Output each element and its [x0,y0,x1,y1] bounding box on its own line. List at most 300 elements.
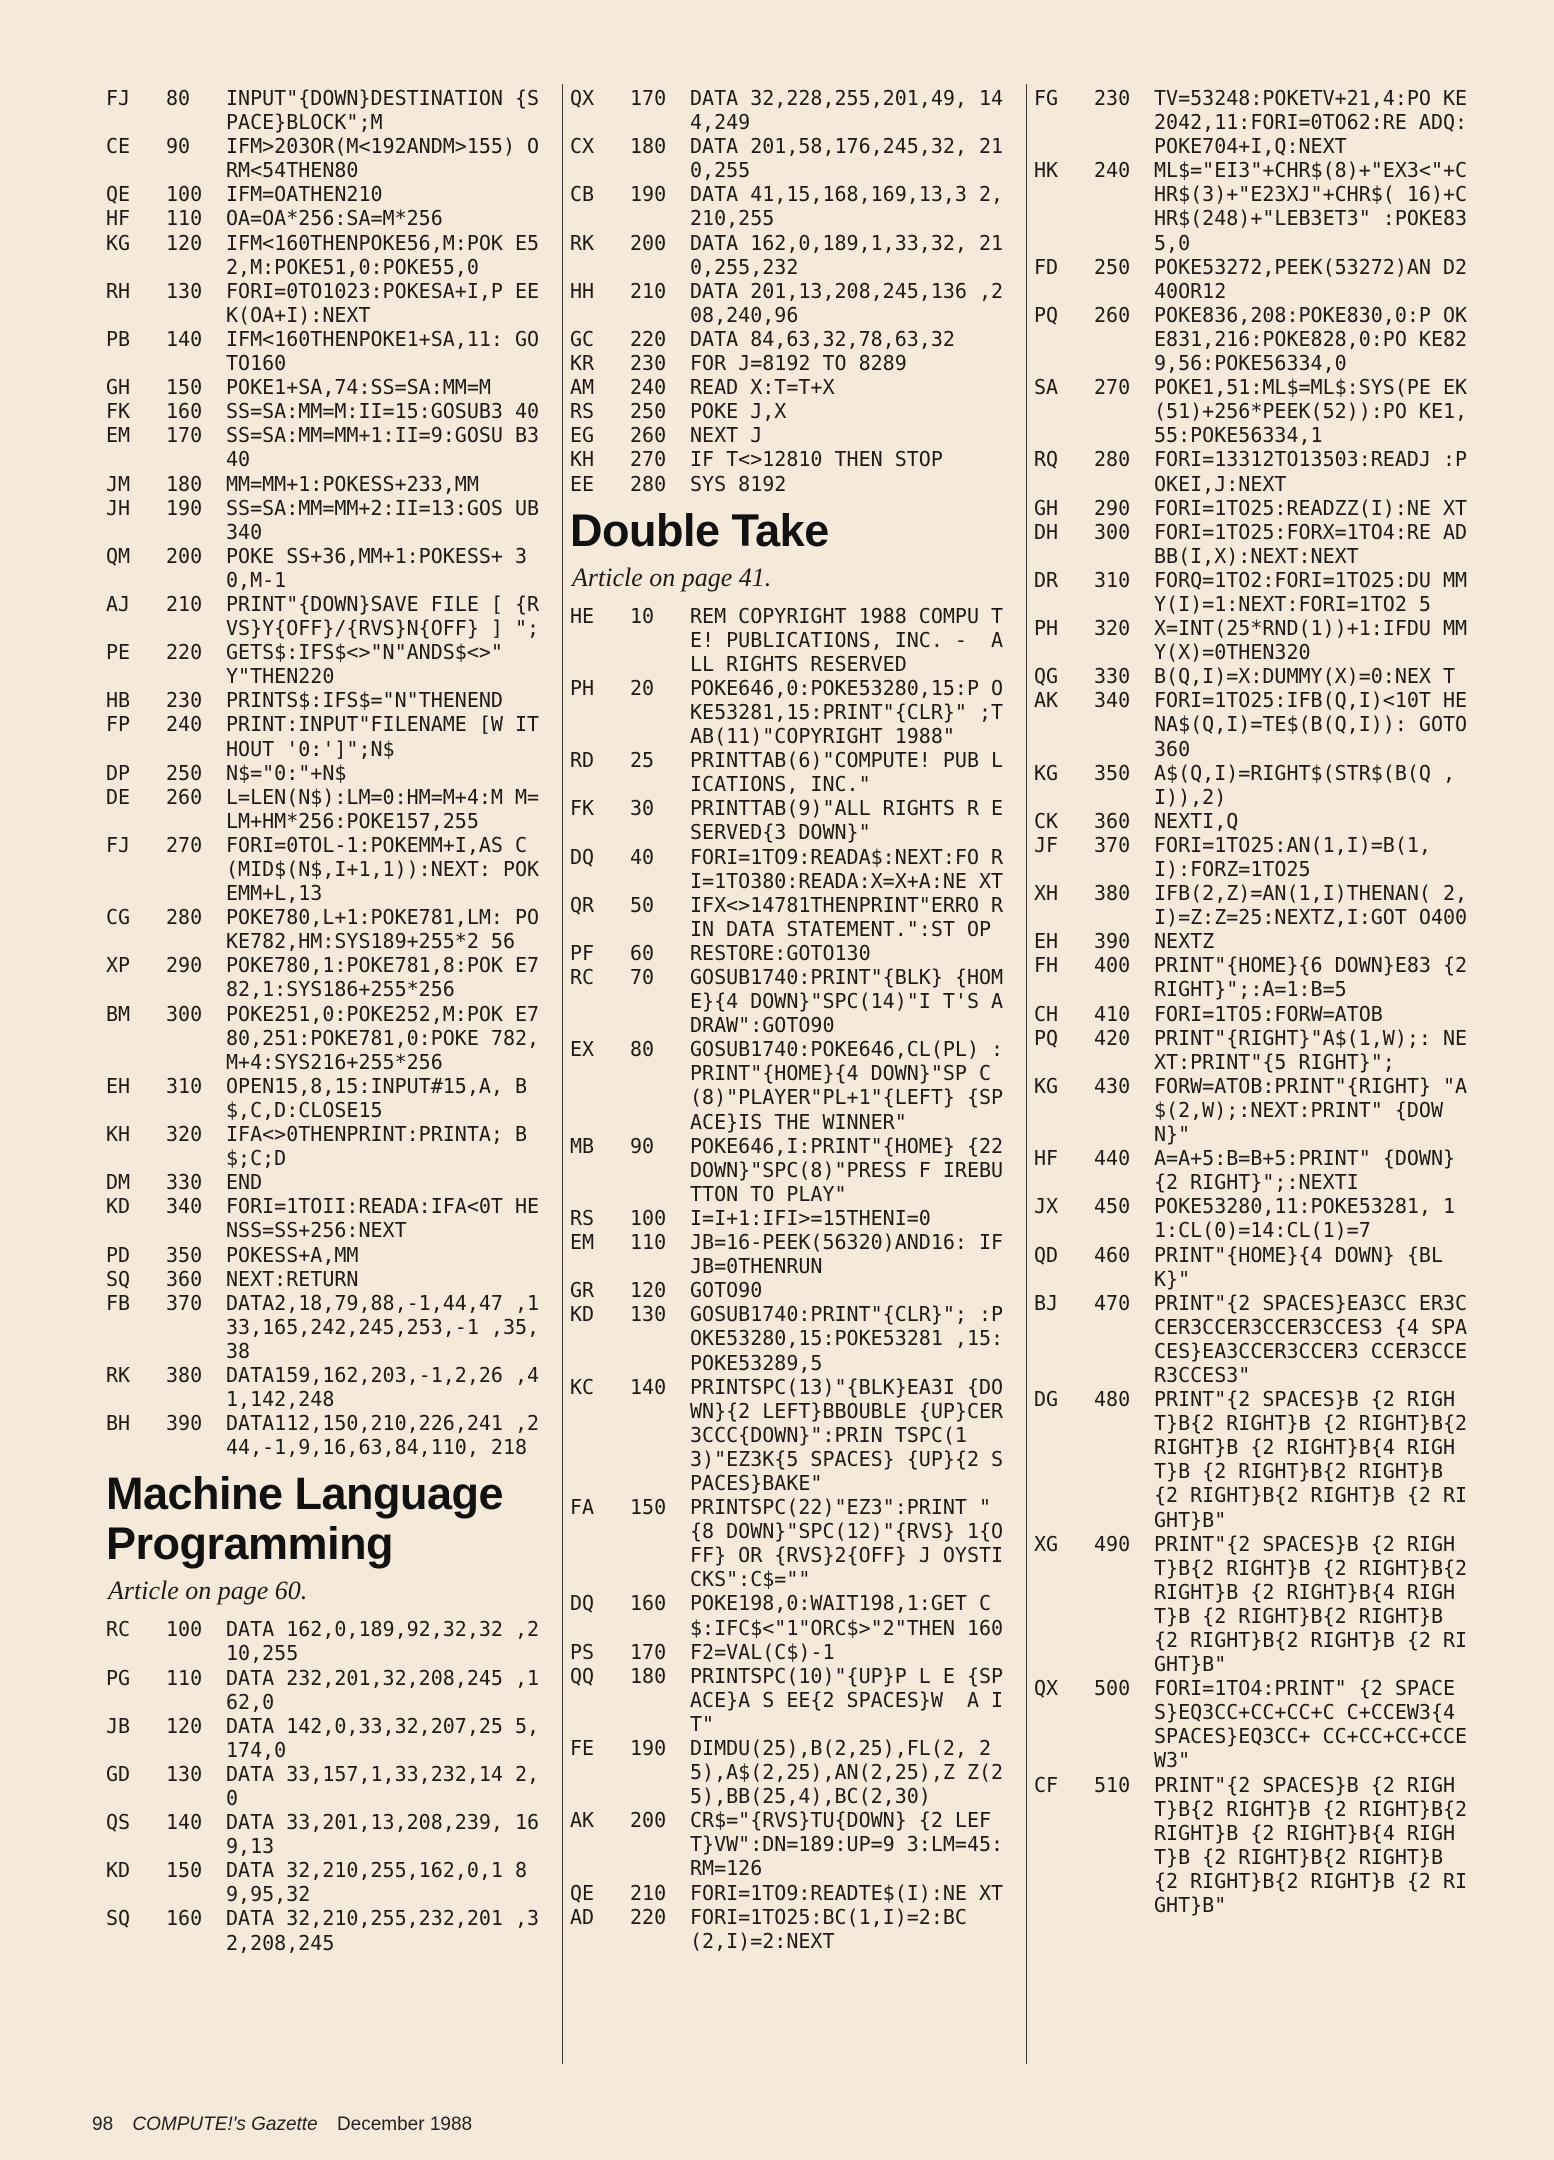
code-line [570,676,1014,748]
checksum: KH [106,1122,131,1147]
code-line [570,399,1014,423]
checksum: KD [106,1194,131,1219]
code-line [570,604,1014,676]
code-text: PRINT"{RIGHT}"A$(1,W);: NEXT:PRINT"{5 RIGHT}"; [1154,1025,1468,1074]
code-text: POKE53272,PEEK(53272)AN D240OR12 [1154,254,1468,303]
code-text: GOSUB1740:POKE646,CL(PL) :PRINT"{HOME}{4 DOWN}"SP C(8)"PLAYER"PL+1"{LEFT} {SPACE}IS THE WINNER" [690,1037,1004,1134]
checksum: HH [570,278,595,303]
column-divider [1026,84,1027,2064]
checksum: MB [570,1133,595,1158]
code-text: OA=OA*256:SA=M*256 [226,206,443,231]
code-text: DATA 41,15,168,169,13,3 2,210,255 [690,182,1004,231]
code-text: DATA 84,63,32,78,63,32 [690,326,955,351]
checksum: RH [106,278,131,303]
code-text: X=INT(25*RND(1))+1:IFDU MMY(X)=0THEN320 [1154,616,1468,665]
checksum: HF [1034,1146,1059,1171]
line-number: 140 [166,1810,203,1835]
code-line [570,1808,1014,1880]
code-line [1034,664,1474,688]
line-number: 190 [630,182,667,207]
line-number: 280 [630,471,667,496]
article-reference: Article on page 41. [572,562,772,592]
code-line [106,833,546,905]
line-number: 360 [166,1266,203,1291]
checksum: AJ [106,591,131,616]
line-number: 450 [1094,1194,1131,1219]
checksum: FK [570,796,595,821]
code-line [106,1194,546,1242]
line-number: 180 [630,1663,667,1688]
code-line [1034,1074,1474,1146]
line-number: 110 [166,1665,203,1690]
code-text: B(Q,I)=X:DUMMY(X)=0:NEX T [1154,664,1456,689]
code-line [1034,1194,1474,1242]
code-line [106,1122,546,1170]
code-line [570,182,1014,230]
code-text: POKE J,X [690,399,787,424]
line-number: 170 [630,1639,667,1664]
code-text: PRINTS$:IFS$="N"THENEND [226,688,503,713]
code-text: PRINT"{2 SPACES}B {2 RIGHT}B{2 RIGHT}B {2 RIGHT}B{2 RIGHT}B {2 RIGHT}B{4 RIGHT}B {2 RIGHT}B{2 RIGHT}B {2 RIGHT}B{2 RIGHT}B {2 RIGHT}B" [1154,1531,1480,1677]
line-number: 90 [166,134,191,159]
code-text: FOR J=8192 TO 8289 [690,351,907,376]
checksum: DH [1034,519,1059,544]
checksum: PH [1034,616,1059,641]
line-number: 230 [1094,86,1131,110]
code-line [1034,616,1474,664]
code-text: PRINTSPC(10)"{UP}P L E {SPACE}A S EE{2 SPACES}W A I T" [690,1663,1016,1736]
line-number: 190 [166,495,203,520]
code-line [570,1206,1014,1230]
code-text: FORQ=1TO2:FORI=1TO25:DU MMY(I)=1:NEXT:FORI=1TO2 5 [1154,567,1468,616]
code-line [570,845,1014,893]
line-number: 350 [166,1242,203,1267]
code-text: POKE646,I:PRINT"{HOME} {22 DOWN}"SPC(8)"PRESS F IREBUTTON TO PLAY" [690,1133,1016,1206]
code-line [106,1810,546,1858]
line-number: 170 [166,423,203,448]
code-line [1034,1291,1474,1387]
line-number: 220 [630,326,667,351]
checksum: AD [570,1904,595,1929]
code-line [106,953,546,1001]
code-text: POKE198,0:WAIT198,1:GET C$:IFC$<"1"ORC$>"2"THEN 160 [690,1591,1004,1640]
line-number: 210 [630,278,667,303]
code-line [570,1664,1014,1736]
code-text: DATA 32,210,255,162,0,1 89,95,32 [226,1858,528,1907]
line-number: 30 [630,796,655,821]
code-line [570,375,1014,399]
line-number: 270 [1094,375,1131,400]
line-number: 410 [1094,1001,1131,1026]
code-line [1034,881,1474,929]
code-text: PRINTSPC(22)"EZ3":PRINT "{8 DOWN}"SPC(12)"{RVS} 1{OFF} OR {RVS}2{OFF} J OYSTICKS":C$="" [690,1495,1004,1592]
code-line [1034,1146,1474,1194]
line-number: 110 [166,206,203,231]
checksum: GH [1034,495,1059,520]
code-text: FORI=1TO9:READTE$(I):NE XT [690,1880,1004,1905]
line-number: 130 [630,1302,667,1327]
code-line [106,1666,546,1714]
line-number: 280 [166,905,203,930]
line-number: 140 [166,326,203,351]
magazine-name: COMPUTE!'s Gazette [132,2114,318,2135]
line-number: 180 [166,471,203,496]
line-number: 320 [1094,616,1131,641]
line-number: 25 [630,748,655,773]
checksum: BH [106,1411,131,1436]
checksum: RD [570,748,595,773]
line-number: 80 [166,86,191,110]
code-text: RESTORE:GOTO130 [690,940,871,965]
checksum: JB [106,1713,131,1738]
line-number: 500 [1094,1676,1131,1701]
code-line [570,1037,1014,1133]
code-text: FORI=1TO25:IFB(Q,I)<10T HENA$(Q,I)=TE$(B(Q,I)): GOTO360 [1154,688,1468,761]
checksum: EE [570,471,595,496]
code-line [570,86,1014,134]
code-line [570,1375,1014,1495]
checksum: GD [106,1761,131,1786]
line-number: 200 [166,543,203,568]
code-text: F2=VAL(C$)-1 [690,1639,835,1664]
line-number: 120 [630,1278,667,1303]
code-line [1034,303,1474,375]
code-text: DATA159,162,203,-1,2,26 ,41,142,248 [226,1362,540,1412]
checksum: SQ [106,1266,131,1291]
line-number: 510 [1094,1772,1131,1797]
code-text: IFX<>14781THENPRINT"ERRO R IN DATA STATEMENT.":ST OP [690,892,1016,941]
code-text: N$="0:"+N$ [226,760,347,785]
line-number: 160 [166,1906,203,1931]
code-line [570,1591,1014,1639]
line-number: 90 [630,1133,655,1158]
code-text: SS=SA:MM=MM+2:II=13:GOS UB340 [226,495,540,544]
checksum: FE [570,1736,595,1760]
code-line [1034,1772,1480,1918]
code-text: POKE53280,11:POKE53281, 11:CL(0)=14:CL(1)=7 [1154,1194,1456,1243]
line-number: 300 [166,1001,203,1026]
code-text: PRINTSPC(13)"{BLK}EA3I {DOWN}{2 LEFT}BBOUBLE {UP}CER3CCC{DOWN}":PRIN TSPC(13)"EZ3K{5 SPACES} {UP}{2 SPACES}BAKE" [690,1374,1004,1495]
line-number: 260 [166,784,203,809]
code-line [1034,688,1474,760]
code-text: GOTO90 [690,1278,763,1303]
line-number: 340 [1094,688,1131,713]
page-number: 98 [92,2114,114,2135]
line-number: 390 [1094,929,1131,954]
checksum: RC [106,1617,131,1642]
code-line [106,496,546,544]
line-number: 260 [630,423,667,448]
code-text: NEXTZ [1154,929,1215,954]
checksum: KD [570,1302,595,1327]
line-number: 130 [166,278,203,303]
line-number: 310 [166,1073,203,1098]
code-text: FORI=1TO5:FORW=ATOB [1154,1001,1383,1026]
section-title: Machine Language Programming [106,1468,504,1570]
code-text: DATA 201,58,176,245,32, 210,255 [690,134,1004,183]
checksum: CF [1034,1772,1059,1797]
code-line [1034,447,1474,495]
line-number: 40 [630,844,655,869]
code-line [1034,929,1474,953]
checksum: JX [1034,1194,1059,1219]
line-number: 240 [1094,158,1131,183]
checksum: FJ [106,832,131,857]
code-text: FORI=1TOII:READA:IFA<0T HENSS=SS+256:NEXT [226,1194,540,1243]
code-line [1034,761,1474,809]
line-number: 150 [166,375,203,400]
checksum: QR [570,892,595,917]
checksum: KR [570,351,595,376]
code-text: PRINT:INPUT"FILENAME [W ITHOUT '0:']";N$ [226,712,540,761]
code-line [570,279,1014,327]
line-number: 170 [630,86,667,110]
code-text: FORI=1TO9:READA$:NEXT:FO RI=1TO380:READA:X=X+A:NE XT [690,844,1004,893]
line-number: 270 [166,832,203,857]
code-text: DATA 32,210,255,232,201 ,32,208,245 [226,1906,540,1955]
code-text: PRINT"{HOME}{4 DOWN} {BLK}" [1154,1242,1443,1291]
checksum: FK [106,399,131,424]
code-line [106,1170,546,1194]
checksum: FP [106,712,131,737]
code-line [570,351,1014,375]
code-text: IFM>203OR(M<192ANDM>155) ORM<54THEN80 [226,134,540,183]
code-line [106,1858,546,1906]
checksum: RS [570,399,595,424]
code-line [1034,255,1474,303]
line-number: 320 [166,1122,203,1147]
line-number: 290 [1094,495,1131,520]
code-text: IFA<>0THENPRINT:PRINTA; B$;C;D [226,1122,528,1171]
checksum: QE [570,1880,595,1905]
code-line [106,1002,546,1074]
code-text: END [226,1170,263,1195]
checksum: JM [106,471,131,496]
code-text: OPEN15,8,15:INPUT#15,A, B$,C,D:CLOSE15 [226,1073,528,1122]
code-text: FORI=1TO25:AN(1,I)=B(1, I):FORZ=1TO25 [1154,832,1443,881]
checksum: FD [1034,254,1059,279]
code-text: FORI=1TO25:READZZ(I):NE XT [1154,495,1468,520]
code-line [1034,158,1474,254]
code-line [106,231,546,279]
code-text: REM COPYRIGHT 1988 COMPU TE! PUBLICATIONS, INC. - ALL RIGHTS RESERVED [690,603,1004,676]
checksum: HF [106,206,131,231]
line-number: 380 [1094,881,1131,906]
checksum: EM [106,423,131,448]
line-number: 120 [166,230,203,255]
checksum: QX [1034,1676,1059,1701]
checksum: DR [1034,567,1059,592]
line-number: 250 [166,760,203,785]
checksum: FB [106,1290,131,1315]
code-text: MM=MM+1:POKESS+233,MM [226,471,479,496]
code-text: DATA 142,0,33,32,207,25 5,174,0 [226,1713,540,1762]
code-line [106,1267,546,1291]
line-number: 290 [166,953,203,978]
line-number: 340 [166,1194,203,1219]
code-line [106,1291,546,1363]
checksum: PD [106,1242,131,1267]
code-text: POKE646,0:POKE53280,15:P OKE53281,15:PRINT"{CLR}" ;TAB(11)"COPYRIGHT 1988" [690,675,1004,749]
line-number: 190 [630,1736,667,1760]
checksum: KG [1034,760,1059,785]
code-text: PRINT"{HOME}{6 DOWN}E83 {2 RIGHT}";:A=1:B=5 [1154,953,1480,1002]
code-line [1034,1676,1474,1772]
code-text: INPUT"{DOWN}DESTINATION {SPACE}BLOCK";M [226,86,540,135]
code-line [1034,1002,1474,1026]
line-number: 110 [630,1230,667,1255]
code-line [106,1411,546,1459]
checksum: KC [570,1374,595,1399]
code-line [1034,953,1480,1002]
line-number: 270 [630,447,667,472]
checksum: EH [1034,929,1059,954]
checksum: EG [570,423,595,448]
checksum: SA [1034,375,1059,400]
code-text: DATA 33,201,13,208,239, 169,13 [226,1810,540,1859]
checksum: RS [570,1205,595,1230]
code-line [106,1074,546,1122]
code-text: IFB(2,Z)=AN(1,I)THENAN( 2,I)=Z:Z=25:NEXTZ,I:GOT O400 [1154,881,1468,930]
checksum: RK [106,1362,131,1387]
column-divider [562,84,563,2064]
code-line [106,399,546,423]
line-number: 250 [630,399,667,424]
code-text: DATA 232,201,32,208,245 ,162,0 [226,1665,540,1714]
checksum: DP [106,760,131,785]
code-text: NEXT:RETURN [226,1266,359,1291]
code-text: DATA112,150,210,226,241 ,244,-1,9,16,63,84,110, 218 [226,1411,540,1460]
code-line [570,796,1014,844]
code-line [570,472,1014,496]
checksum: KG [106,230,131,255]
checksum: KH [570,447,595,472]
line-number: 470 [1094,1290,1131,1315]
checksum: DQ [570,1591,595,1616]
code-text: DATA 162,0,189,92,32,32 ,210,255 [226,1617,540,1666]
code-text: PRINT"{2 SPACES}B {2 RIGHT}B{2 RIGHT}B {2 RIGHT}B{2 RIGHT}B {2 RIGHT}B{4 RIGHT}B {2 RIGHT}B{2 RIGHT}B {2 RIGHT}B{2 RIGHT}B {2 RIGHT}B" [1154,1772,1480,1918]
code-text: PRINTTAB(9)"ALL RIGHTS R ESERVED{3 DOWN}" [690,796,1004,845]
line-number: 130 [166,1761,203,1786]
code-line [106,688,546,712]
checksum: CG [106,905,131,930]
checksum: GR [570,1278,595,1303]
code-text: A$(Q,I)=RIGHT$(STR$(B(Q ,I)),2) [1154,760,1456,809]
checksum: CB [570,182,595,207]
code-line [106,327,546,375]
code-text: I=I+1:IFI>=15THENI=0 [690,1205,931,1230]
code-line [570,748,1014,796]
code-text: PRINT"{2 SPACES}B {2 RIGHT}B{2 RIGHT}B {2 RIGHT}B{2 RIGHT}B {2 RIGHT}B{4 RIGHT}B {2 RIGHT}B{2 RIGHT}B {2 RIGHT}B{2 RIGHT}B {2 RIGHT}B" [1154,1387,1480,1532]
line-number: 330 [166,1170,203,1195]
checksum: PG [106,1665,131,1690]
code-text: TV=53248:POKETV+21,4:PO KE2042,11:FORI=0TO62:RE ADQ:POKE704+I,Q:NEXT [1154,86,1468,159]
code-text: FORI=1TO4:PRINT" {2 SPACES}EQ3CC+CC+CC+C C+CCEW3{4 SPACES}EQ3CC+ CC+CC+CC+CCEW3" [1154,1676,1468,1773]
code-line [570,1905,1014,1953]
code-line [106,375,546,399]
checksum: CE [106,134,131,159]
checksum: PE [106,640,131,665]
line-number: 250 [1094,254,1131,279]
checksum: PF [570,940,595,965]
line-number: 260 [1094,302,1131,327]
line-number: 120 [166,1713,203,1738]
checksum: DQ [570,844,595,869]
line-number: 150 [166,1858,203,1883]
checksum: XH [1034,881,1059,906]
line-number: 80 [630,1037,655,1062]
checksum: PH [570,675,595,700]
line-number: 380 [166,1362,203,1387]
code-line [570,134,1014,182]
code-text: DATA 33,157,1,33,232,14 2,0 [226,1761,540,1810]
code-text: POKE1,51:ML$=ML$:SYS(PE EK(51)+256*PEEK(52)):PO KE1,55:POKE56334,1 [1154,375,1468,448]
code-text: CR$="{RVS}TU{DOWN} {2 LEFT}VW":DN=189:UP=9 3:LM=45:RM=126 [690,1808,1004,1881]
checksum: EH [106,1073,131,1098]
line-number: 490 [1094,1531,1131,1556]
code-text: SS=SA:MM=MM+1:II=9:GOSU B340 [226,423,540,472]
code-text: ML$="EI3"+CHR$(8)+"EX3<"+CHR$(3)+"E23XJ"+CHR$( 16)+CHR$(248)+"LEB3ET3" :POKE835,0 [1154,158,1468,255]
code-text: FORI=1TO25:FORX=1TO4:RE ADBB(I,X):NEXT:NEXT [1154,519,1468,568]
code-line [1034,1387,1480,1532]
line-number: 100 [166,1617,203,1642]
listing-column-1 [106,86,546,1955]
code-line [570,1640,1014,1664]
code-line [106,1762,546,1810]
code-line [1034,375,1474,447]
checksum: KG [1034,1073,1059,1098]
checksum: JF [1034,832,1059,857]
checksum: PB [106,326,131,351]
checksum: RC [570,965,595,989]
code-line [1034,520,1474,568]
line-number: 390 [166,1411,203,1436]
article-reference: Article on page 60. [108,1576,308,1606]
code-text: POKE780,1:POKE781,8:POK E782,1:SYS186+255*256 [226,953,540,1002]
code-text: SYS 8192 [690,471,787,496]
line-number: 430 [1094,1073,1131,1098]
checksum: PQ [1034,1025,1059,1050]
code-line [106,592,546,640]
checksum: CK [1034,808,1059,833]
code-text: PRINTTAB(6)"COMPUTE! PUB LICATIONS, INC." [690,748,1004,797]
checksum: HK [1034,158,1059,183]
code-text: IFM<160THENPOKE56,M:POK E52,M:POKE51,0:POKE55,0 [226,230,540,279]
code-line [106,134,546,182]
code-line [106,785,546,833]
checksum: PQ [1034,302,1059,327]
checksum: EM [570,1230,595,1255]
code-text: PRINT"{2 SPACES}EA3CC ER3CCER3CCER3CCER3CCES3 {4 SPACES}EA3CCER3CCER3 CCER3CCER3CCES3" [1154,1290,1468,1387]
checksum: XG [1034,1531,1059,1556]
checksum: QS [106,1810,131,1835]
code-line [1034,86,1474,158]
checksum: QQ [570,1663,595,1688]
code-line [570,1134,1014,1206]
code-line [106,1617,546,1665]
checksum: RQ [1034,447,1059,472]
code-text: IFM<160THENPOKE1+SA,11: GOTO160 [226,326,540,376]
code-text: GOSUB1740:PRINT"{BLK} {HOME}{4 DOWN}"SPC(14)"I T'S A DRAW":GOTO90 [690,965,1016,1038]
line-number: 180 [630,134,667,159]
line-number: 140 [630,1374,667,1399]
code-line [106,1243,546,1267]
checksum: QG [1034,664,1059,689]
checksum: KD [106,1858,131,1883]
checksum: DE [106,784,131,809]
checksum: FH [1034,953,1059,978]
code-line [106,472,546,496]
